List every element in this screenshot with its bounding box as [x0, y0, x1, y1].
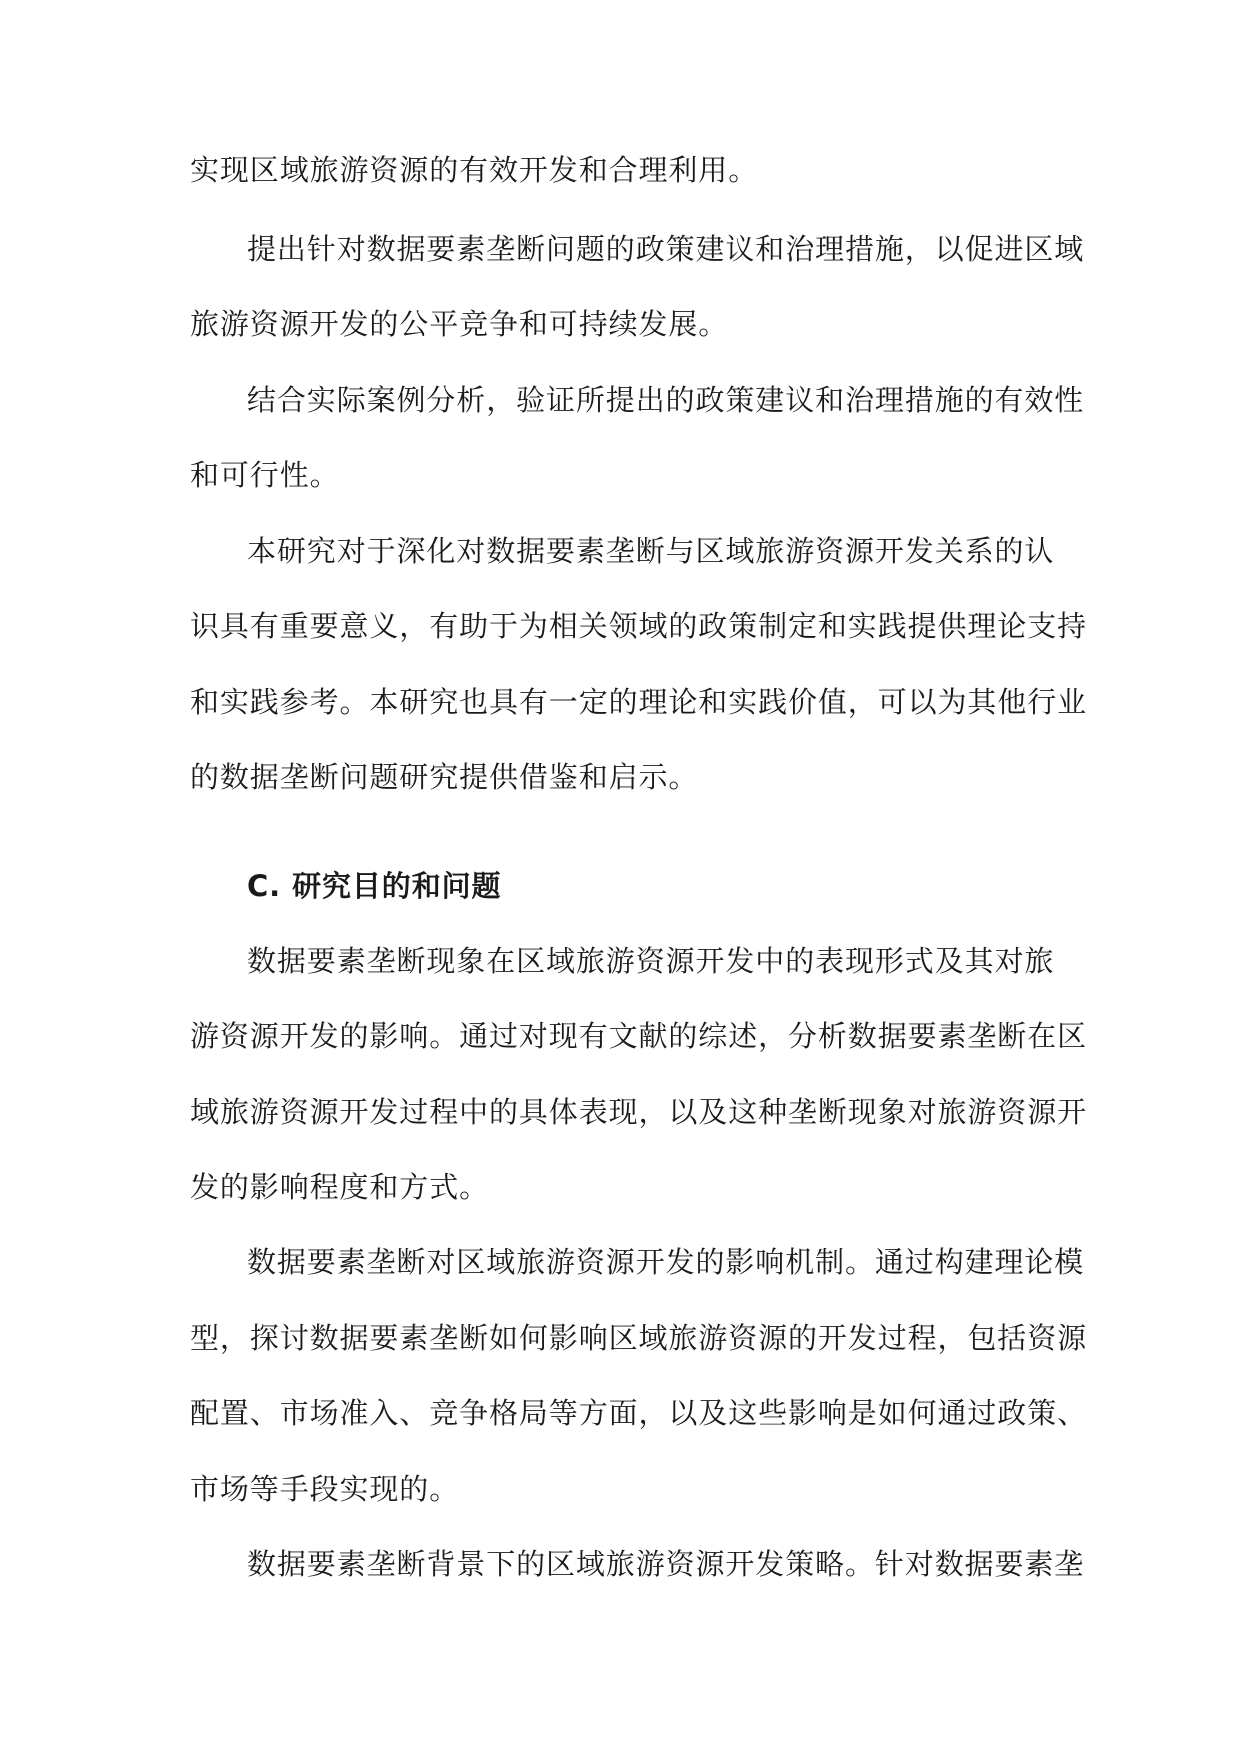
paragraph-line: 发的影响程度和方式。 [190, 1170, 490, 1204]
paragraph-line: 数据要素垄断背景下的区域旅游资源开发策略。针对数据要素垄 [247, 1547, 1085, 1581]
paragraph-line: 结合实际案例分析，验证所提出的政策建议和治理措施的有效性 [247, 383, 1085, 417]
paragraph-line: 型，探讨数据要素垄断如何影响区域旅游资源的开发过程，包括资源 [190, 1321, 1088, 1355]
paragraph-line: 旅游资源开发的公平竞争和可持续发展。 [190, 307, 729, 341]
paragraph-line: 配置、市场准入、竞争格局等方面，以及这些影响是如何通过政策、 [190, 1396, 1088, 1430]
paragraph-line: 市场等手段实现的。 [190, 1472, 460, 1506]
paragraph-line: 数据要素垄断对区域旅游资源开发的影响机制。通过构建理论模 [247, 1245, 1085, 1279]
paragraph-line: 提出针对数据要素垄断问题的政策建议和治理措施，以促进区域 [247, 232, 1085, 266]
paragraph-line: 域旅游资源开发过程中的具体表现，以及这种垄断现象对旅游资源开 [190, 1095, 1088, 1129]
paragraph-line: 和可行性。 [190, 458, 340, 492]
paragraph-line: 识具有重要意义，有助于为相关领域的政策制定和实践提供理论支持 [190, 609, 1088, 643]
paragraph-line: 和实践参考。本研究也具有一定的理论和实践价值，可以为其他行业 [190, 685, 1088, 719]
section-heading: C. 研究目的和问题 [247, 869, 502, 903]
paragraph-line: 游资源开发的影响。通过对现有文献的综述，分析数据要素垄断在区 [190, 1019, 1088, 1053]
paragraph-line: 本研究对于深化对数据要素垄断与区域旅游资源开发关系的认 [247, 534, 1055, 568]
paragraph-line: 的数据垄断问题研究提供借鉴和启示。 [190, 760, 699, 794]
paragraph-line: 数据要素垄断现象在区域旅游资源开发中的表现形式及其对旅 [247, 944, 1055, 978]
paragraph-line: 实现区域旅游资源的有效开发和合理利用。 [190, 153, 759, 187]
